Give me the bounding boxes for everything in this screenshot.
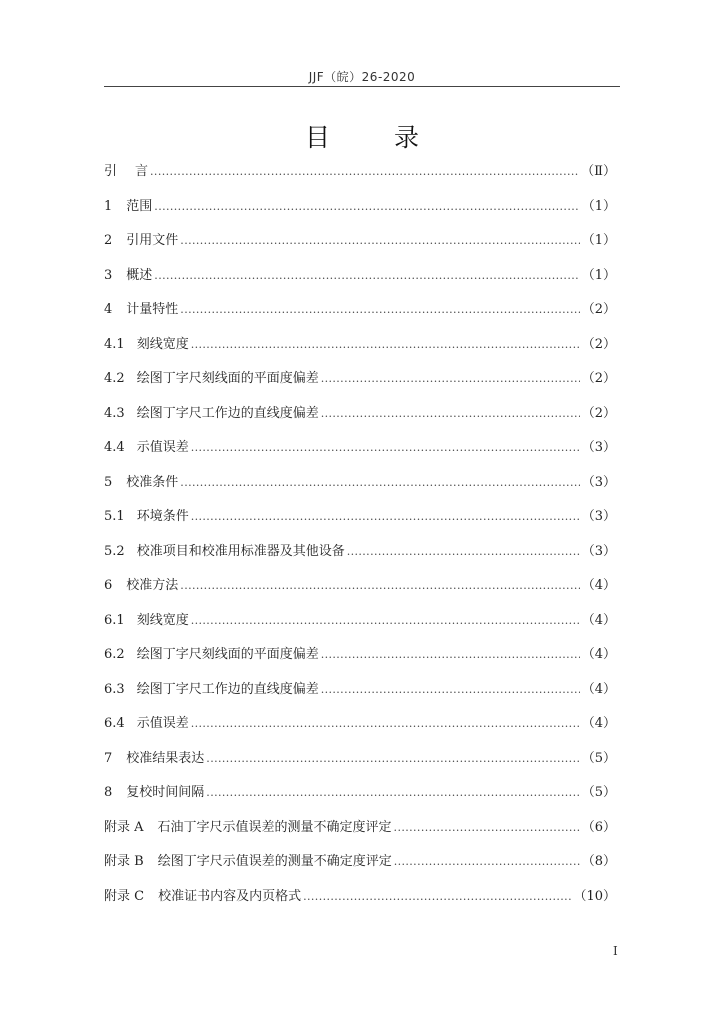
toc-entry[interactable]	[104, 264, 616, 299]
toc-entry-page: （2）	[581, 302, 616, 317]
toc-entry-page: （3）	[581, 543, 616, 559]
toc-entry-title: 计量特性	[126, 302, 179, 317]
toc-dot-leader	[206, 786, 579, 799]
toc-entry-page: （8）	[581, 854, 616, 869]
toc-entry-number: 3	[104, 267, 113, 283]
toc-entry-page: （4）	[581, 612, 616, 628]
toc-entry[interactable]	[104, 885, 616, 920]
toc-entry-number: 5.2	[104, 543, 125, 559]
toc-entry-number: 4.3	[104, 405, 125, 421]
toc-dot-leader	[321, 372, 580, 385]
toc-entry-title: 校准方法	[126, 578, 179, 593]
toc-entry-number: 2	[104, 233, 113, 248]
toc-entry-title: 概述	[126, 267, 153, 283]
toc-entry-page: （3）	[581, 474, 616, 490]
toc-dot-leader	[180, 579, 579, 592]
toc-entry-title: 绘图丁字尺示值误差的测量不确定度评定	[157, 854, 392, 869]
toc-entry-title: 石油丁字尺示值误差的测量不确定度评定	[157, 819, 392, 835]
toc-dot-leader	[394, 855, 580, 868]
running-header: JJF（皖）26-2020	[308, 70, 416, 84]
toc-entry-title: 引用文件	[126, 233, 179, 248]
toc-entry[interactable]	[104, 402, 616, 437]
toc-entry[interactable]	[104, 781, 616, 816]
toc-entry-page: （4）	[581, 716, 616, 731]
toc-entry-number: 附录 A	[104, 819, 144, 835]
toc-entry-title: 复校时间间隔	[126, 785, 205, 800]
toc-entry[interactable]	[104, 816, 616, 851]
toc-entry-number: 6.3	[104, 681, 125, 697]
toc-entry-number: 4.2	[104, 371, 125, 386]
toc-entry-title: 绘图丁字尺刻线面的平面度偏差	[136, 371, 319, 386]
toc-entry-number: 6	[104, 578, 113, 593]
toc-dot-leader	[206, 752, 579, 765]
page-title: 目 录	[305, 123, 447, 152]
toc-entry[interactable]	[104, 609, 616, 644]
toc-entry-page: （2）	[581, 336, 616, 352]
toc-entry-number: 8	[104, 785, 113, 800]
toc-entry-page: （3）	[581, 509, 616, 524]
toc-entry-title: 范围	[126, 198, 153, 214]
toc-entry-title: 绘图丁字尺工作边的直线度偏差	[136, 681, 319, 697]
toc-entry-title: 环境条件	[136, 509, 189, 524]
toc-entry-number: 4.1	[104, 336, 125, 352]
page-number: I	[613, 944, 618, 958]
toc-entry-page: （1）	[581, 267, 616, 283]
toc-dot-leader	[191, 717, 580, 730]
toc-entry-number: 5	[104, 474, 113, 490]
toc-entry-number: 附录 C	[104, 888, 145, 904]
toc-entry-number: 5.1	[104, 509, 125, 524]
toc-entry[interactable]	[104, 574, 616, 609]
toc-entry-page: （4）	[581, 681, 616, 697]
toc-entry-page: （Ⅱ）	[581, 164, 616, 179]
toc-entry-page: （1）	[581, 198, 616, 214]
toc-dot-leader	[154, 269, 579, 282]
toc-entry-number: 6.1	[104, 612, 125, 628]
toc-entry-page: （6）	[581, 819, 616, 835]
header-rule	[104, 86, 620, 87]
toc-entry-title: 刻线宽度	[136, 336, 189, 352]
toc-entry[interactable]	[104, 298, 616, 333]
toc-entry[interactable]	[104, 436, 616, 471]
toc-dot-leader	[191, 441, 580, 454]
toc-dot-leader	[180, 303, 579, 316]
toc-entry-page: （5）	[581, 750, 616, 766]
toc-entry-number: 引	[104, 164, 118, 179]
toc-entry-page: （2）	[581, 405, 616, 421]
toc-entry-number: 7	[104, 750, 113, 766]
toc-dot-leader	[154, 200, 579, 213]
toc-entry[interactable]	[104, 678, 616, 713]
toc-entry-title: 刻线宽度	[136, 612, 189, 628]
toc-dot-leader	[191, 338, 580, 351]
toc-entry-title: 示值误差	[136, 716, 189, 731]
toc-entry[interactable]	[104, 367, 616, 402]
toc-entry-number: 1	[104, 198, 113, 214]
toc-entry[interactable]	[104, 505, 616, 540]
toc-dot-leader	[303, 890, 571, 903]
toc-entry-title: 绘图丁字尺工作边的直线度偏差	[136, 405, 319, 421]
toc-entry[interactable]	[104, 333, 616, 368]
toc-dot-leader	[321, 683, 580, 696]
toc-entry-title: 言	[135, 164, 149, 179]
toc-dot-leader	[321, 407, 580, 420]
toc-dot-leader	[321, 648, 580, 661]
toc-entry-page: （1）	[581, 233, 616, 248]
toc-entry-page: （5）	[581, 785, 616, 800]
toc-dot-leader	[394, 821, 580, 834]
toc-entry[interactable]	[104, 850, 616, 885]
toc-entry-number: 6.2	[104, 647, 125, 662]
toc-entry-title: 示值误差	[136, 440, 189, 455]
toc-dot-leader	[191, 510, 580, 523]
toc-entry-page: （2）	[581, 371, 616, 386]
toc-entry-page: （3）	[581, 440, 616, 455]
toc-entry-number: 6.4	[104, 716, 125, 731]
toc-entry[interactable]	[104, 540, 616, 575]
toc-dot-leader	[191, 614, 580, 627]
toc-entry[interactable]	[104, 712, 616, 747]
toc-dot-leader	[180, 234, 579, 247]
table-of-contents	[104, 160, 616, 919]
toc-entry-title: 校准证书内容及内页格式	[158, 888, 302, 904]
toc-entry[interactable]	[104, 195, 616, 230]
toc-entry-page: （10）	[573, 888, 616, 904]
toc-dot-leader	[180, 476, 579, 489]
toc-entry-title: 校准条件	[126, 474, 179, 490]
toc-entry-number: 附录 B	[104, 854, 144, 869]
toc-entry-number: 4	[104, 302, 113, 317]
toc-entry[interactable]	[104, 229, 616, 264]
toc-entry-page: （4）	[581, 647, 616, 662]
toc-entry-title: 绘图丁字尺刻线面的平面度偏差	[136, 647, 319, 662]
toc-entry-title: 校准项目和校准用标准器及其他设备	[136, 543, 345, 559]
toc-entry[interactable]	[104, 747, 616, 782]
toc-entry-page: （4）	[581, 578, 616, 593]
toc-dot-leader	[150, 165, 579, 178]
toc-entry[interactable]	[104, 643, 616, 678]
toc-entry[interactable]	[104, 471, 616, 506]
toc-dot-leader	[347, 545, 580, 558]
toc-entry-title: 校准结果表达	[126, 750, 205, 766]
toc-entry[interactable]	[104, 160, 616, 195]
toc-entry-number: 4.4	[104, 440, 125, 455]
